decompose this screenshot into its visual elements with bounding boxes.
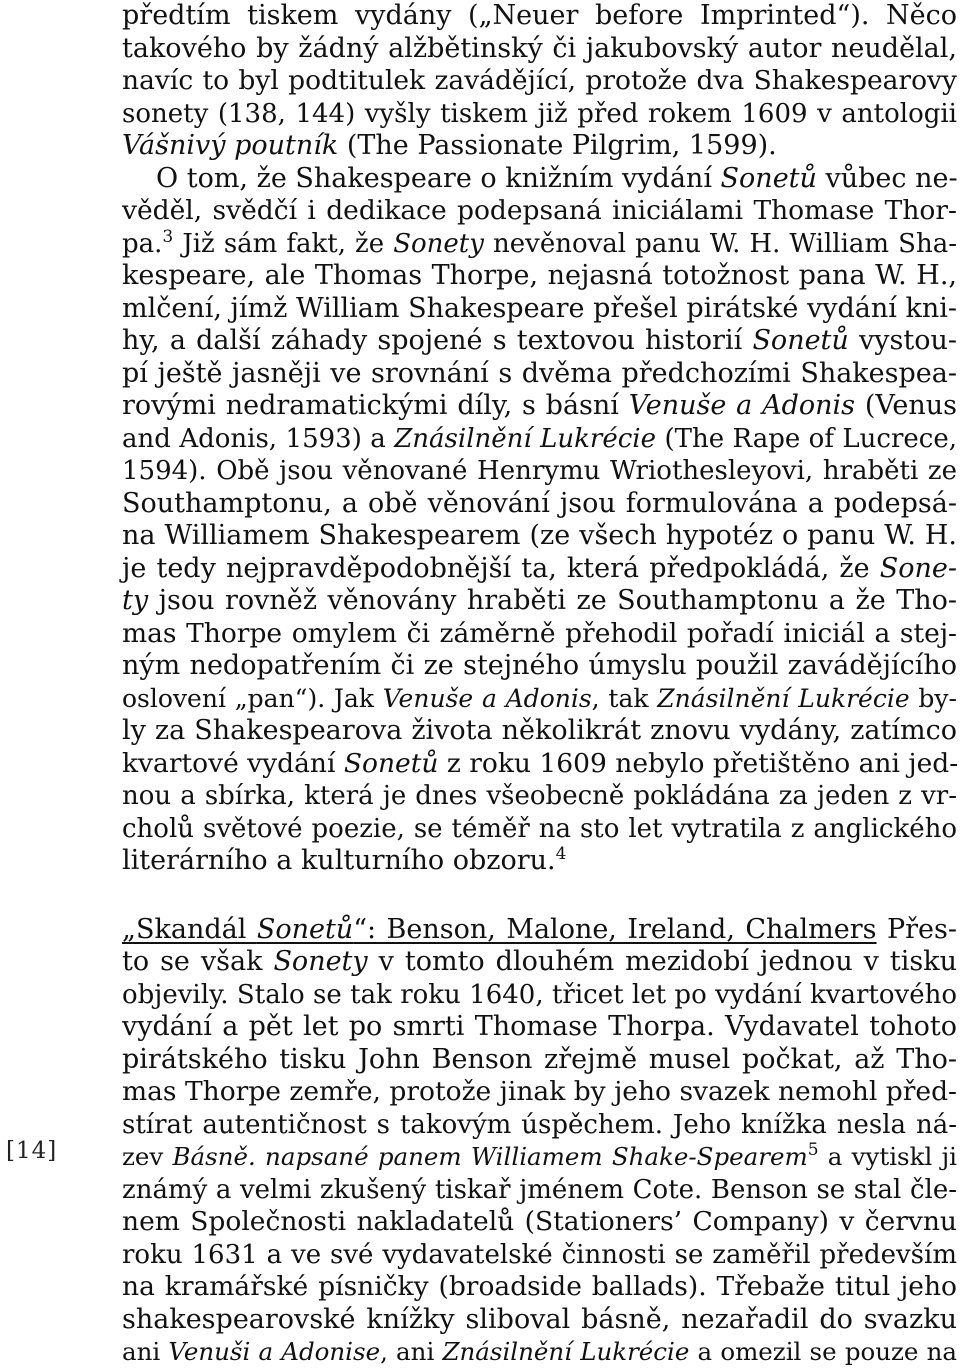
text-run: navíc to byl podtitulek zavádějící, protože dva Shakespearovy [122,65,957,96]
text-run: nevěnoval panu W. H. William Sha- [483,228,957,259]
text-run: by- [909,683,957,713]
text-run: cholů světové poezie, se téměř na sto let vytratila z anglického [122,813,957,844]
section-heading: Sonetů [256,913,354,945]
text-run: Southamptonu, a obě věnování jsou formulována a podepsá- [122,487,957,519]
text-line [122,553,957,586]
text-run: (The Passionate Pilgrim, 1599). [338,130,777,161]
text-line [122,260,957,293]
text-line [122,748,957,781]
footnote-marker: 5 [807,1140,819,1160]
text-line [122,683,957,716]
text-run: zev [122,1142,173,1171]
text-line [122,488,957,521]
text-line [122,33,957,66]
text-run: a omezil se pouze na [689,1337,957,1366]
text-line [122,1109,957,1142]
text-line [122,1076,957,1109]
text-line [122,618,957,651]
text-run: mas Thorpe omylem či záměrně přehodil pořadí iniciál a stej- [122,617,957,649]
text-line [122,914,957,947]
text-run: sonety (138, 144) vyšly tiskem již před rokem 1609 v antologii [122,98,957,129]
text-run: Sonetů [752,325,849,356]
text-run: Vášnivý poutník [122,130,339,161]
text-run: ani [122,1337,169,1366]
text-run: stírat autentičnost s takovým úspěchem. Jeho knížka nesla ná- [122,1109,957,1140]
text-line [122,163,957,196]
text-run: objevily. Stalo se tak roku 1640, třicet let po vydání kvartového [122,979,957,1010]
text-run: Venuše a Adonis [382,683,592,713]
text-run: je tedy nejpravděpodobnější ta, která předpokládá, že [122,552,880,584]
text-run: vystou- [848,325,957,356]
text-run: předtím tiskem vydány („Neuer before Imprinted“). Něco [122,0,957,31]
text-run: (Venus [855,390,958,421]
text-run: Sone- [879,552,957,584]
text-run: kvartové vydání [122,747,344,779]
text-run: z roku 1609 nebylo přetištěno ani jed- [438,747,959,779]
text-run: Přes- [876,913,957,945]
text-line [122,195,957,228]
text-run: kespeare, ale Thomas Thorpe, nejasná totožnost pana W. H., [122,260,957,291]
text-run: shakespearovské knížky sliboval básně, nezařadil do svazku [122,1303,957,1335]
text-line [122,390,957,423]
footnote-marker: 3 [162,226,174,247]
text-line [122,65,957,98]
text-line [122,1011,957,1044]
text-line [122,423,957,456]
text-run: Znásilnění Lukrécie [394,423,657,454]
text-run: literárního a kulturního obzoru. [122,845,556,876]
text-run: pirátského tisku John Benson zřejmě musel počkat, až Tho- [122,1043,957,1075]
text-line [122,325,957,358]
text-run: Znásilnění Lukrécie [442,1337,690,1366]
text-run: Sonety [273,946,368,977]
text-run: and Adonis, 1593) a [122,423,395,454]
text-run: ty [122,585,149,616]
text-line [122,1271,957,1304]
text-run: roku 1631 a ve své vydavatelské činnosti se zaměřil především [122,1239,957,1270]
text-run: 1594). Obě jsou věnované Henrymu Wriothesleyovi, hraběti ze [122,456,957,486]
text-run: to se však [122,946,274,977]
text-run: vydání a pět let po smrti Thomase Thorpa. Vydavatel tohoto [122,1011,957,1042]
text-column [122,0,957,1369]
text-run: mas Thorpe zemře, protože jinak by jeho svazek nemohl před- [122,1076,957,1107]
text-run: hy, a další záhady spojené s textovou historií [122,325,753,356]
section-heading: „Skandál [122,913,257,945]
text-line [122,715,957,748]
text-run: v tomto dlouhém mezidobí jednou v tisku [367,946,957,977]
text-run: rovými nedramatickými díly, s básní [122,390,629,421]
text-line [122,1304,957,1337]
text-run: vůbec ne- [816,162,958,194]
text-run: na kramářské písničky (broadside ballads). Třebaže titul jeho [122,1271,957,1302]
text-line [122,650,957,683]
text-line [122,1141,957,1174]
text-run: pí ještě jasněji ve srovnání s dvěma předchozími Shakespea- [122,357,957,389]
text-run: známý a velmi zkušený tiskař jménem Cote. Benson se stal čle- [122,1174,957,1205]
text-run: nem Společnosti nakladatelů (Stationers’ Company) v červnu [122,1206,957,1237]
text-line [122,130,957,163]
text-line [122,1174,957,1207]
text-line [122,1239,957,1272]
text-run: (The Rape of Lucrece, [656,423,957,454]
text-run: , ani [380,1337,443,1366]
text-line [122,293,957,326]
text-line [122,1044,957,1077]
text-run: Znásilnění Lukrécie [657,683,910,713]
text-line [122,358,957,391]
text-run: Sonetů [343,747,439,779]
text-run: pa. [122,228,163,259]
text-run: O tom, že Shakespeare o knižním vydání [156,162,721,194]
text-run: Básně. napsané panem Williamem Shake-Spearem [172,1142,808,1171]
text-line [122,98,957,131]
text-run: věděl, svědčí i dedikace podepsaná iniciálami Thomase Thor- [122,195,957,226]
text-run: ly za Shakespearova života několikrát znovu vydány, zatímco [122,715,957,746]
text-line [122,1206,957,1239]
text-run: takového by žádný alžbětinský či jakubovský autor neudělal, [122,32,957,64]
page-number: [14] [6,1138,58,1164]
text-line [122,946,957,979]
text-line [122,520,957,553]
text-line [122,780,957,813]
text-line [122,1336,957,1369]
text-run: Již sám fakt, že [173,228,394,259]
section-heading: “: Benson, Malone, Ireland, Chalmers [353,913,877,945]
text-run: Sonetů [720,162,817,194]
text-run: a vytiskl ji [818,1142,957,1171]
text-run: , tak [591,683,658,713]
text-line [122,228,957,261]
text-run: mlčení, jímž William Shakespeare přešel pirátské vydání kni- [122,292,957,324]
text-line [122,813,957,846]
text-line [122,979,957,1012]
text-run: ným nedopatřením či ze stejného úmyslu použil zavádějícího [122,650,957,681]
text-run: oslovení „pan“). Jak [122,683,383,713]
text-line [122,585,957,618]
text-line [122,0,957,33]
text-run: Venuše a Adonis [628,390,856,421]
text-line [122,455,957,488]
text-run: Venuši a Adonise [168,1337,381,1366]
text-run: na Williamem Shakespearem (ze všech hypotéz o panu W. H. [122,520,957,551]
text-run: jsou rovněž věnovány hraběti ze Southamptonu a že Tho- [148,585,957,616]
text-run: nou a sbírka, která je dnes všeobecně pokládána za jeden z vr- [122,781,957,811]
text-line [122,845,957,878]
footnote-marker: 4 [555,844,567,864]
text-run: Sonety [393,228,484,259]
